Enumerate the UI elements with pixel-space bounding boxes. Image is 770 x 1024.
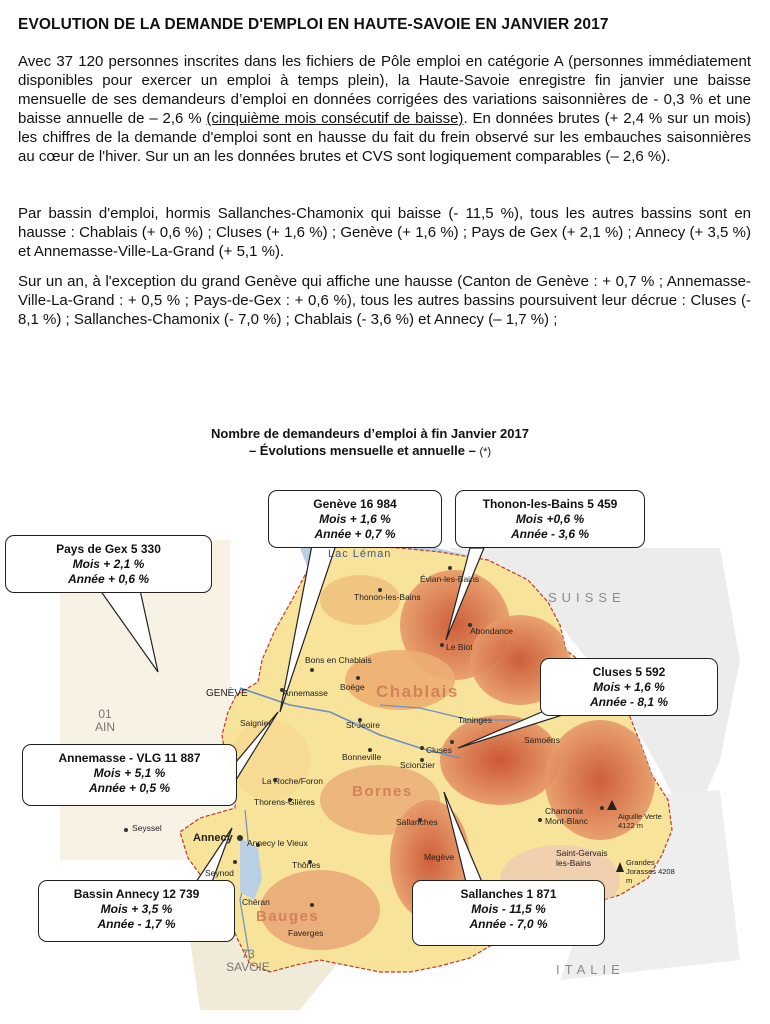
callout-annecy-name: Bassin Annecy 12 739 — [73, 887, 200, 901]
callout-geneve-name: Genève 16 984 — [313, 497, 397, 511]
callout-annemasse-mois: Mois + 5,1 % — [93, 766, 166, 780]
callout-cluses — [540, 658, 718, 716]
evian-label: Évian-les-Bains — [420, 574, 480, 584]
callout-geneve-mois: Mois + 1,6 % — [319, 512, 391, 526]
callout-annemasse — [22, 744, 237, 806]
geneve-city-label: GENÈVE — [206, 688, 248, 699]
callout-cluses-annee: Année - 8,1 % — [589, 695, 669, 709]
map-title-line2 — [100, 442, 640, 461]
saint-gervais-label: Saint-Gervais les-Bains — [556, 848, 608, 868]
faverges-label: Faverges — [288, 928, 324, 938]
callout-geneve — [268, 490, 442, 548]
aiguille-verte-label: Aiguille Verte 4122 m — [618, 812, 662, 830]
callout-annemasse-name: Annemasse - VLG 11 887 — [58, 751, 201, 765]
grandes-jorasses-label: Grandes Jorasses 4208 m — [626, 858, 675, 885]
cheran-label: Chéran — [242, 897, 270, 907]
la-roche-label: La Roche/Foron — [262, 776, 323, 786]
chamonix-label: Chamonix Mont-Blanc — [545, 806, 588, 826]
megeve-label: Megève — [424, 852, 455, 862]
saint-jeoire-label: St-Jeoire — [346, 720, 381, 730]
ain-dept-number: 01 — [98, 707, 112, 721]
p1-text-after: . En données brutes (+ 2,4 % sur un mois) les chiffres de la demande d'emploi sont en hausse du fait du frein observé sur les embauches saisonnières au cœur de l'hiver. Sur un an les données brutes et CVS sont logiquement comparables (– 2,6 %). — [18, 110, 751, 165]
samoens-label: Samoëns — [524, 735, 560, 745]
paragraph-overview — [18, 52, 751, 166]
map-title-line1: Nombre de demandeurs d’emploi à fin Janvier 2017 — [211, 426, 529, 441]
bauges-region-label: Bauges — [256, 908, 320, 925]
annecy-le-vieux-label: Annecy le Vieux — [247, 838, 308, 848]
map-title-line2-text: – Évolutions mensuelle et annuelle – — [248, 443, 476, 458]
suisse-country-label: SUISSE — [548, 590, 626, 605]
callout-thonon-annee: Année - 3,6 % — [510, 527, 590, 541]
italie-country-label: ITALIE — [556, 962, 625, 977]
map-title-note: (*) — [479, 446, 492, 458]
callout-geneve-annee: Année + 0,7 % — [314, 527, 396, 541]
callout-cluses-mois: Mois + 1,6 % — [593, 680, 665, 694]
le-biot-label: Le Biot — [446, 642, 473, 652]
saignier-label: Saignier — [240, 718, 272, 728]
callout-sallanches-mois: Mois - 11,5 % — [471, 902, 546, 916]
thonon-label: Thonon-les-Bains — [354, 592, 421, 602]
document-title: EVOLUTION DE LA DEMANDE D'EMPLOI EN HAUTE-SAVOIE EN JANVIER 2017 — [18, 16, 609, 33]
callout-annemasse-annee: Année + 0,5 % — [88, 781, 171, 795]
callout-cluses-name: Cluses 5 592 — [592, 665, 666, 679]
callout-thonon-mois: Mois +0,6 % — [515, 512, 585, 526]
thones-label: Thônes — [292, 860, 321, 870]
callout-thonon-name: Thonon-les-Bains 5 459 — [482, 497, 618, 511]
savoie-dept-name: SAVOIE — [226, 960, 270, 974]
p1-underlined-text: (cinquième mois consécutif de baisse) — [206, 110, 464, 127]
chablais-region-label: Chablais — [376, 682, 459, 701]
boege-label: Boëge — [340, 682, 365, 692]
bons-en-chablais-label: Bons en Chablais — [305, 655, 372, 665]
callout-annecy-mois: Mois + 3,5 % — [100, 902, 173, 916]
callout-annecy — [38, 880, 235, 942]
sallanches-town-label: Sallanches — [396, 817, 438, 827]
callout-sallanches-annee: Année - 7,0 % — [469, 917, 548, 931]
abondance-label: Abondance — [470, 626, 514, 636]
taninges-label: Taninges — [458, 715, 493, 725]
lac-leman-label: Lac Léman — [328, 548, 392, 560]
annecy-city-label: Annecy — [193, 832, 233, 844]
seynod-label: Seynod — [205, 868, 234, 878]
paragraph-bassins-mensuel: Par bassin d'emploi, hormis Sallanches-Chamonix qui baisse (- 11,5 %), tous les autres bassins sont en hausse : Chablais (+ 0,6 %) ; Cluses (+ 1,6 %) ; Genève (+ 1,6 %) ; Pays de Gex (+ 2,1 %) ; Annecy (+ 3,5 %) et Annemasse-Ville-La-Grand (+ 5,1 %). — [18, 205, 751, 260]
callout-gex-name: Pays de Gex 5 330 — [56, 542, 161, 556]
callout-sallanches — [412, 880, 605, 946]
ain-dept-name: AIN — [94, 720, 115, 734]
annemasse-label: Annemasse — [283, 688, 328, 698]
map-title — [100, 425, 640, 461]
callout-gex-mois: Mois + 2,1 % — [72, 557, 145, 571]
callout-annecy-annee: Année - 1,7 % — [97, 917, 176, 931]
paragraph-bassins-annuel: Sur un an, à l'exception du grand Genève qui affiche une hausse (Canton de Genève : + 0,7 % ; Annemasse-Ville-La-Grand : + 0,5 % ; Pays-de-Gex : + 0,6 %), tous les autres bassins poursuivent leur décrue : Cluses (- 8,1 %) ; Sallanches-Chamonix (- 7,0 %) ; Chablais (- 3,6 %) et Annecy (– 1,7 %) ; — [18, 273, 751, 328]
p1-text-before: Avec 37 120 personnes inscrites dans les fichiers de Pôle emploi en catégorie A (personnes immédiatement disponibles pour exercer un emploi à temps plein), la Haute-Savoie enregistre fin janvier une baisse mensuelle de ses demandeurs d’emploi en données corrigées des variations saisonnières de - 0,3 % et une baisse annuelle de – 2,6 % — [18, 53, 751, 127]
callout-pays-de-gex — [5, 535, 212, 593]
bornes-region-label: Bornes — [352, 783, 413, 800]
thorens-label: Thorens-Glières — [254, 797, 315, 807]
savoie-dept-label — [218, 948, 278, 974]
scionzier-label: Scionzier — [400, 760, 435, 770]
callout-thonon — [455, 490, 645, 548]
bonneville-label: Bonneville — [342, 752, 382, 762]
callout-gex-annee: Année + 0,6 % — [67, 572, 150, 586]
seyssel-label: Seyssel — [132, 823, 162, 833]
savoie-dept-number: 73 — [241, 947, 255, 961]
callout-sallanches-name: Sallanches 1 871 — [460, 887, 557, 901]
ain-dept-label — [88, 708, 122, 734]
cluses-town-label: Cluses — [426, 745, 452, 755]
